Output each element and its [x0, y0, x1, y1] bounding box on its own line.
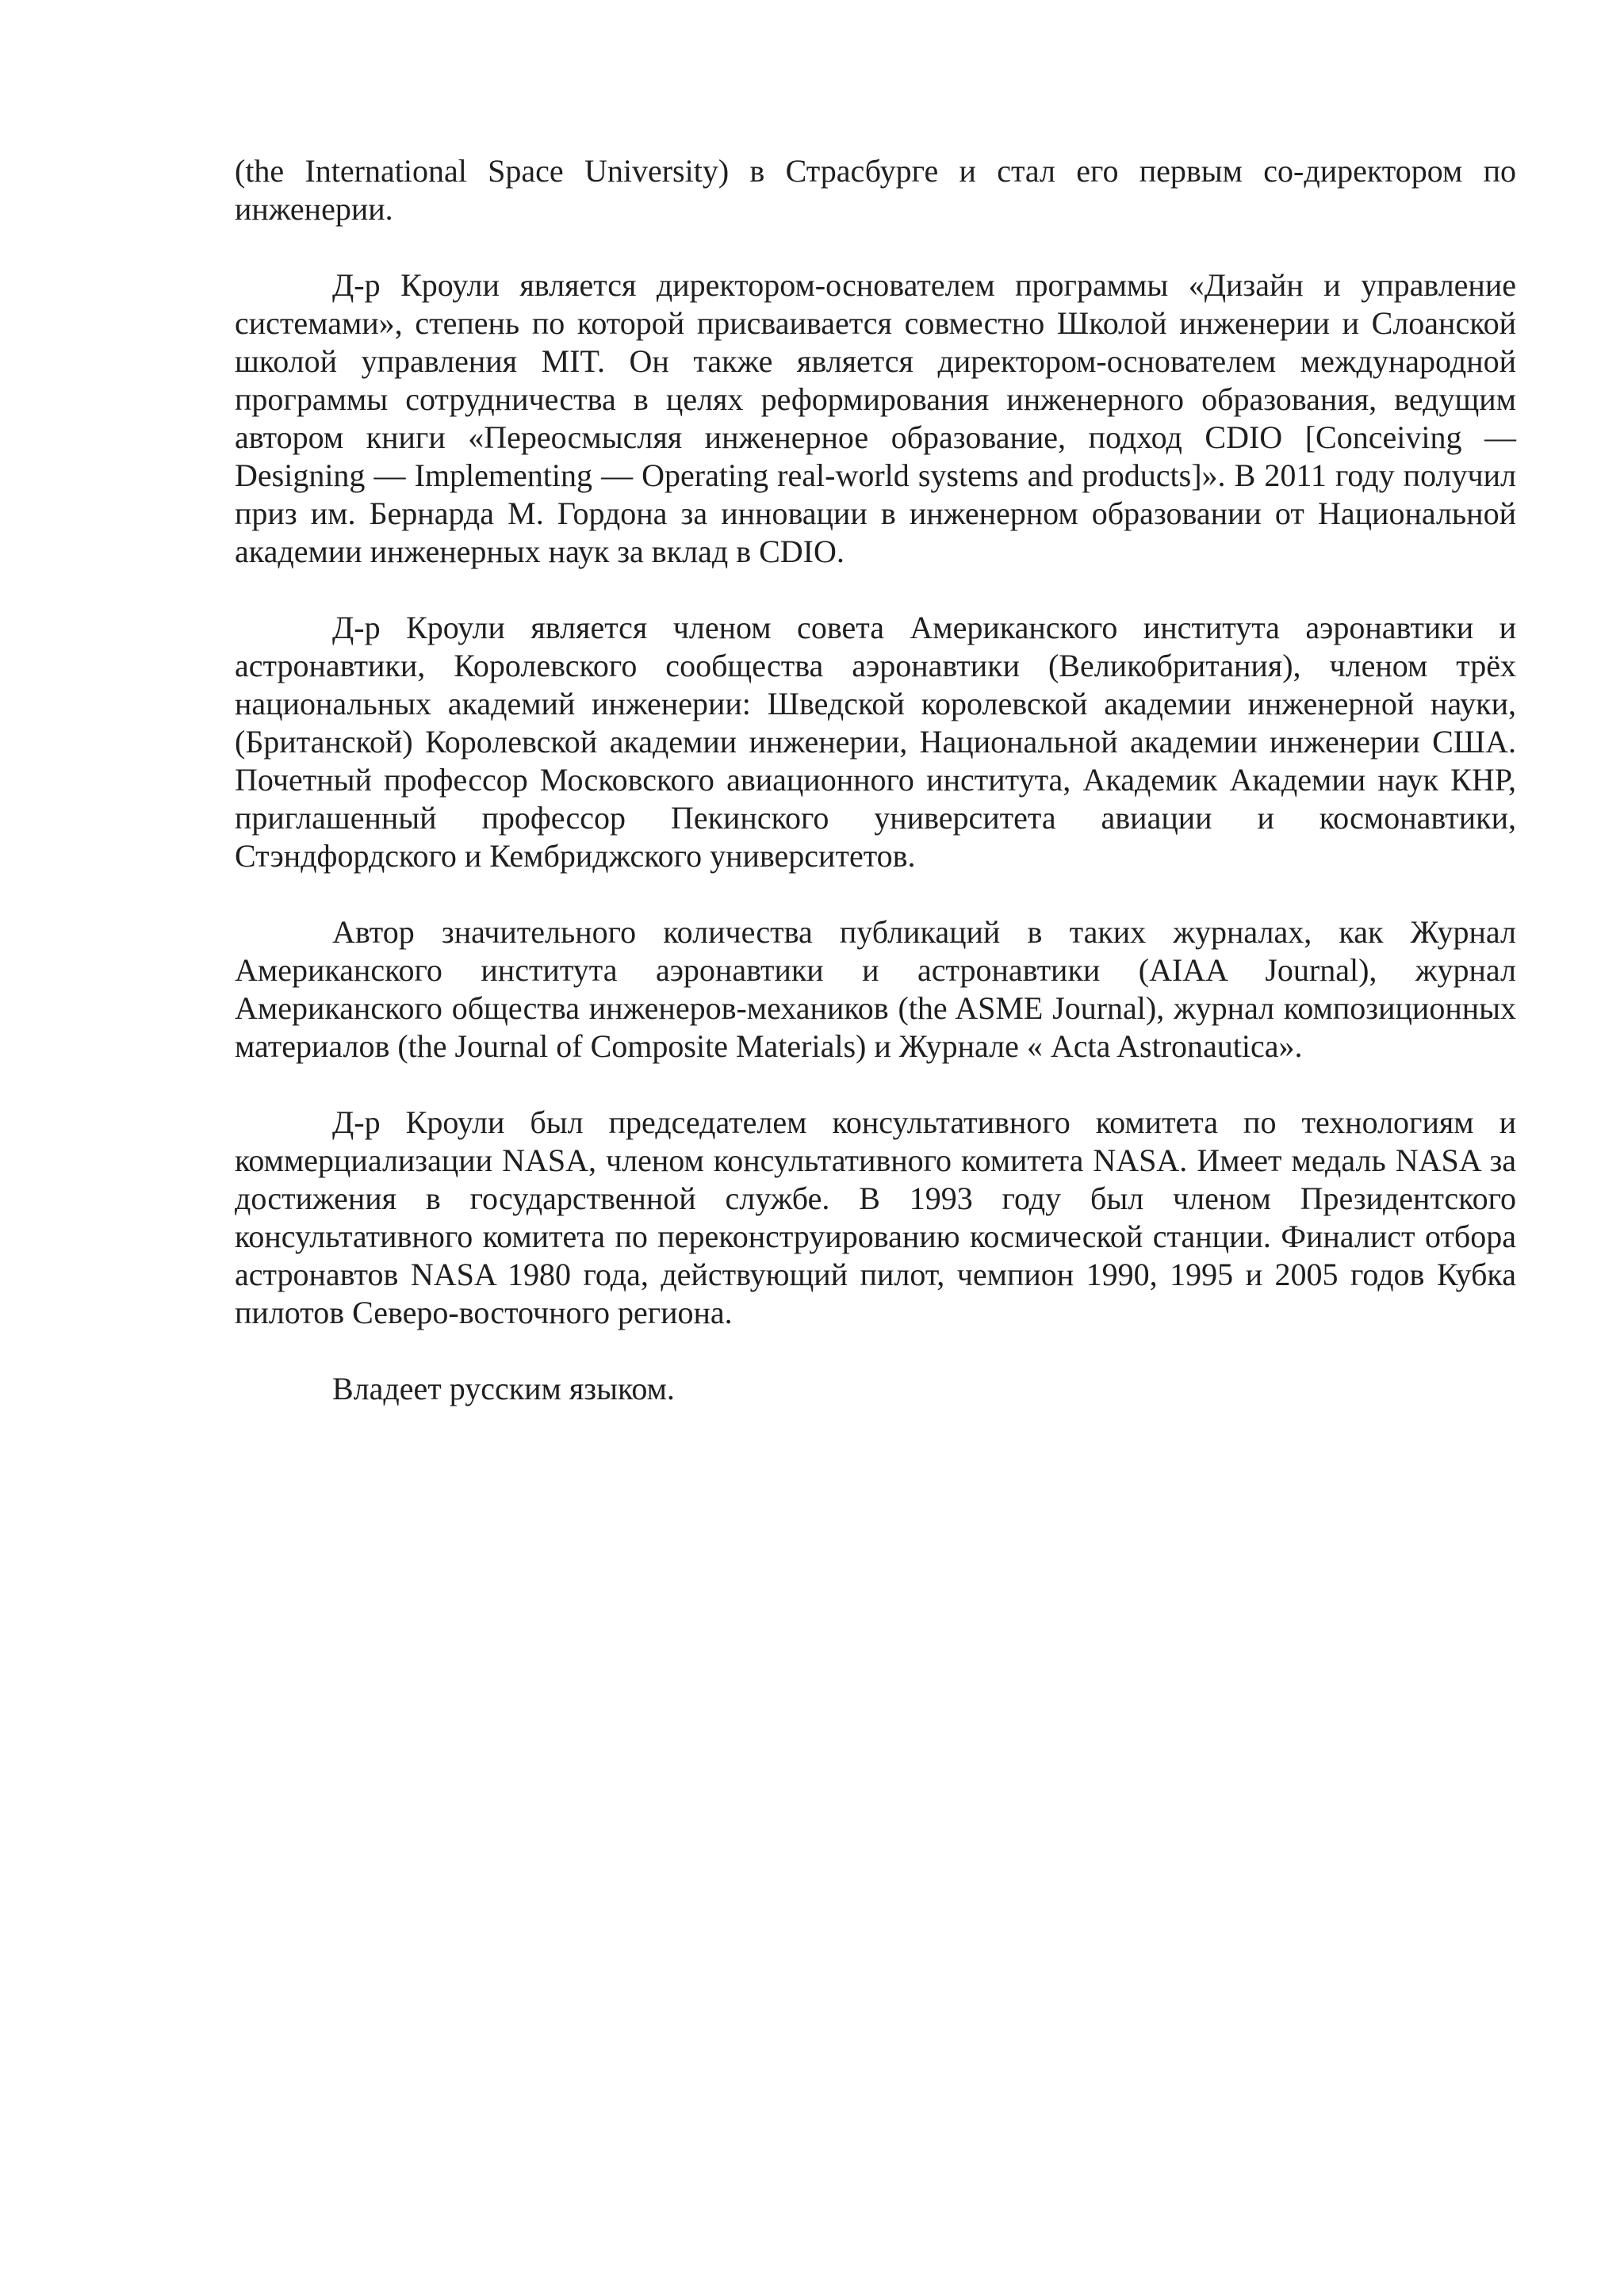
paragraph-sdm-program: Д-р Кроули является директором-основателем программы «Дизайн и управление системами», степень по которой присваивается совместно Школой инженерии и Слоанской школой управления MIT. Он также является директором-основателем международной программы сотрудничества в целях реформирования инженерного образования, ведущим автором книги «Переосмысляя инженерное образование, подход CDIO [Conceiving — Designing — Implementing — Operating real-world systems and products]». В 2011 году получил приз им. Бернарда М. Гордона за инновации в инженерном образовании от Национальной академии инженерных наук за вклад в CDIO. — [235, 267, 1516, 569]
paragraph-isu-continuation: (the International Space University) в Страсбурге и стал его первым со-директором по инженерии. — [235, 153, 1516, 227]
document-body — [235, 152, 1516, 1446]
paragraph-publications: Автор значительного количества публикаций в таких журналах, как Журнал Американского института аэронавтики и астронавтики (AIAA Journal), журнал Американского общества инженеров-механиков (the ASME Journal), журнал композиционных материалов (the Journal of Composite Materials) и Журнале « Acta Astronautica». — [235, 914, 1516, 1064]
paragraph-nasa: Д-р Кроули был председателем консультативного комитета по технологиям и коммерциализации NASA, членом консультативного комитета NASA. Имеет медаль NASA за достижения в государственной службе. В 1993 году был членом Президентского консультативного комитета по переконструированию космической станции. Финалист отбора астронавтов NASA 1980 года, действующий пилот, чемпион 1990, 1995 и 2005 годов Кубка пилотов Северо-восточного региона. — [235, 1104, 1516, 1330]
paragraph-russian-language: Владеет русским языком. — [332, 1371, 675, 1406]
paragraph-academies: Д-р Кроули является членом совета Американского института аэронавтики и астронавтики, Королевского сообщества аэронавтики (Великобритания), членом трёх национальных академий инженерии: Шведской королевской академии инженерной науки, (Британской) Королевской академии инженерии, Национальной академии инженерии США. Почетный профессор Московского авиационного института, Академик Академии наук КНР, приглашенный профессор Пекинского университета авиации и космонавтики, Стэндфордского и Кембриджского университетов. — [235, 610, 1516, 874]
